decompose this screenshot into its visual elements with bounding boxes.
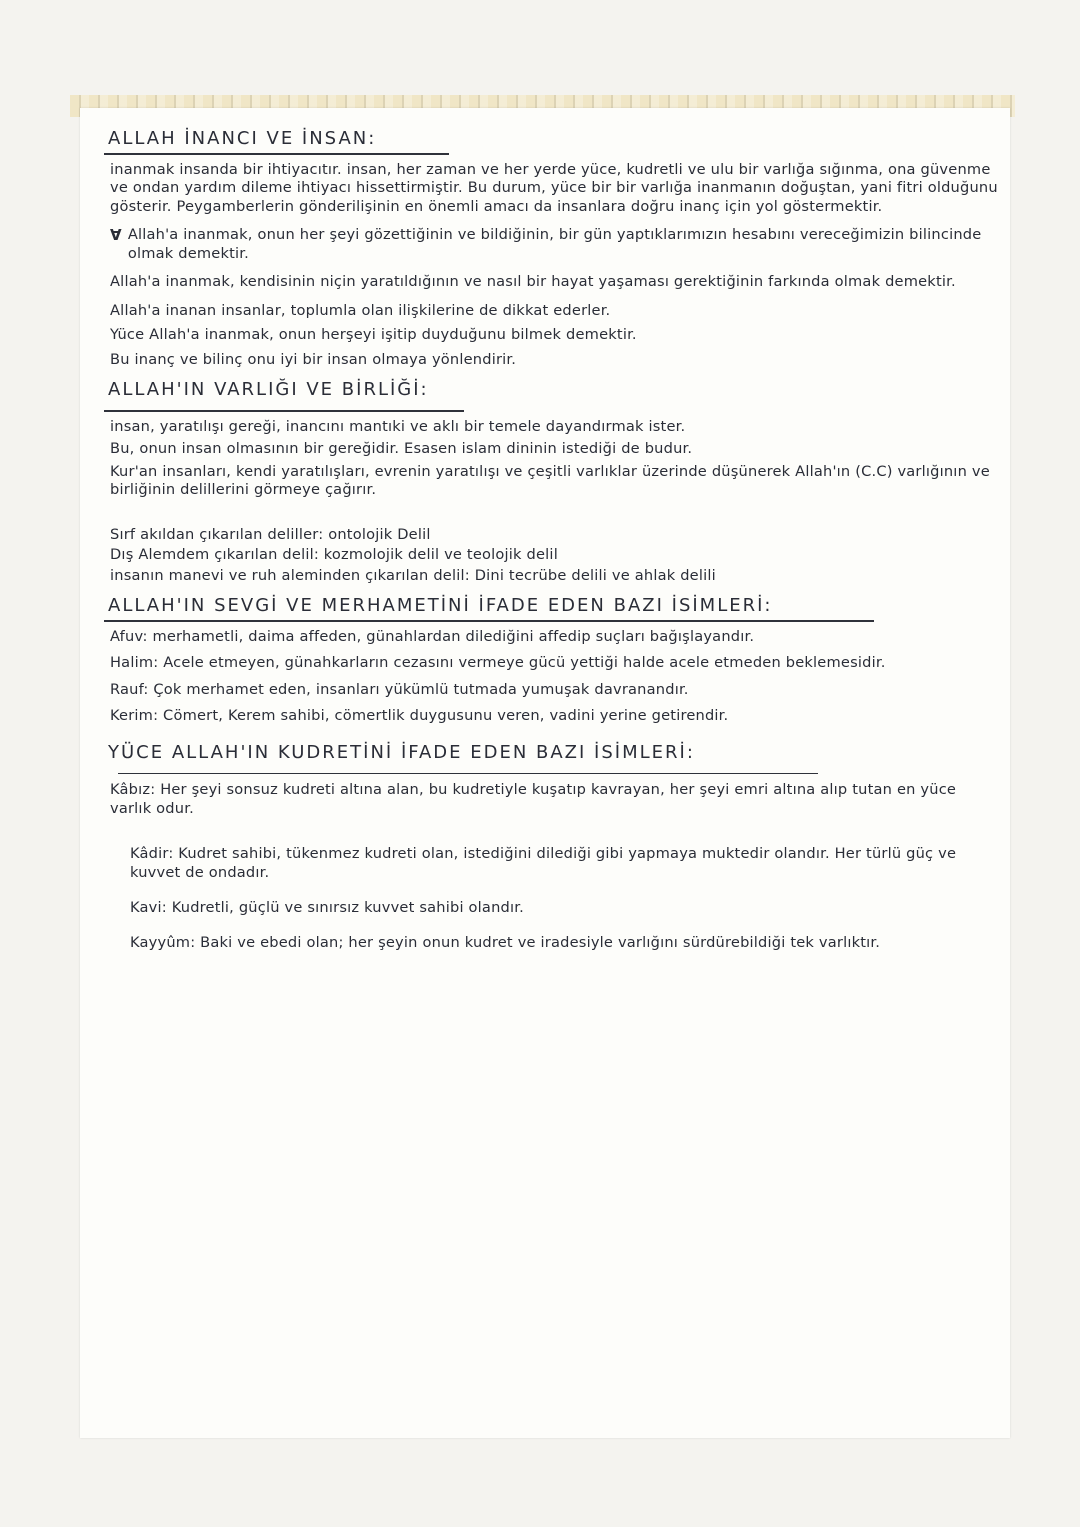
paragraph-kabiz: Kâbız: Her şeyi sonsuz kudreti altına alan, bu kudretiyle kuşatıp kavrayan, her şeyi emri altına alıp tutan en yüce varlık odur. (110, 781, 957, 817)
heading-underline (104, 410, 464, 412)
paragraph-kayyum: Kayyûm: Baki ve ebedi olan; her şeyin onun kudret ve iradesiyle varlığını sürdürebildiği tek varlıktır. (130, 934, 881, 951)
paragraph-yaratilisi: insan, yaratılışı gereği, inancını mantıki ve aklı bir temele dayandırmak ister. (110, 417, 686, 435)
heading-varligi-birligi: ALLAH'IN VARLIĞI VE BİRLİĞİ: (108, 379, 429, 400)
paragraph-kerim: Kerim: Cömert, Kerem sahibi, cömertlik duygusunu veren, vadini yerine getirendir. (110, 707, 729, 724)
heading-kudret: YÜCE ALLAH'IN KUDRETİNİ İFADE EDEN BAZI İSİMLERİ: (108, 741, 695, 763)
paragraph-kozmolojik: Dış Alemdem çıkarılan delil: kozmolojik delil ve teolojik delil (110, 546, 558, 563)
paragraph-ontolojik: Sırf akıldan çıkarılan deliller: ontolojik Delil (110, 525, 431, 543)
paragraph-rauf: Rauf: Çok merhamet eden, insanları yükümlü tutmada yumuşak davranandır. (110, 680, 689, 698)
heading-underline (118, 773, 818, 775)
paragraph-dini-tecrube: insanın manevi ve ruh aleminden çıkarılan delil: Dini tecrübe delili ve ahlak delili (110, 566, 716, 584)
paragraph-geregi: Bu, onun insan olmasının bir gereğidir. Esasen islam dininin istediği de budur. (110, 440, 693, 457)
heading-allah-inanci: ALLAH İNANCI VE İNSAN: (108, 128, 377, 149)
notebook-page (80, 108, 1010, 1438)
paragraph-kuran: Kur'an insanları, kendi yaratılışları, evrenin yaratılışı ve çeşitli varlıklar üzerinde düşünerek Allah'ın (C.C) varlığının ve birliğinin delillerini görmeye çağırır. (110, 462, 990, 498)
handwritten-notes (98, 118, 998, 962)
paragraph-afuv: Afuv: merhametli, daima affeden, günahlardan dilediğini affedip suçları bağışlayandır. (110, 627, 755, 645)
paragraph-halim: Halim: Acele etmeyen, günahkarların cezasını vermeye gücü yettiği halde acele etmeden beklemesidir. (110, 654, 886, 671)
bullet-item (98, 226, 998, 263)
paragraph-farkinda: Allah'a inanmak, kendisinin niçin yaratıldığının ve nasıl bir hayat yaşaması gerektiğinin farkında olmak demektir. (110, 273, 956, 290)
heading-sevgi-merhamet: ALLAH'IN SEVGİ VE MERHAMETİNİ İFADE EDEN BAZI İSİMLERİ: (108, 595, 773, 616)
paragraph-toplum: Allah'a inanan insanlar, toplumla olan ilişkilerine de dikkat ederler. (110, 301, 611, 319)
paragraph-kadir: Kâdir: Kudret sahibi, tükenmez kudreti olan, istediğini dilediği gibi yapmaya muktedir olandır. Her türlü güç ve kuvvet de ondadır. (130, 845, 957, 881)
paragraph-inanmak: inanmak insanda bir ihtiyacıtır. insan, her zaman ve her yerde yüce, kudretli ve ulu bir varlığa sığınma, ona güvenme ve ondan yardım dileme ihtiyacı hissettirmiştir. Bu durum, yüce bir bir varlığa inanmanın doğuştan, yani fitri olduğunu gösterir. Peygamberlerin gönderilişinin en önemli amacı da insanlara doğru inanç için yol göstermektir. (110, 160, 998, 215)
paragraph-gozettigi: Allah'a inanmak, onun her şeyi gözettiğinin ve bildiğinin, bir gün yaptıklarımızın hesabını vereceğimizin bilincinde olmak demektir. (127, 226, 982, 262)
heading-underline (104, 153, 449, 155)
paragraph-kavi: Kavi: Kudretli, güçlü ve sınırsız kuvvet sahibi olandır. (130, 899, 524, 916)
heading-underline (104, 620, 874, 622)
paragraph-isitip: Yüce Allah'a inanmak, onun herşeyi işitip duyduğunu bilmek demektir. (110, 326, 637, 343)
paragraph-bilinc: Bu inanç ve bilinç onu iyi bir insan olmaya yönlendirir. (110, 350, 517, 368)
bullet-mark: ∀ (110, 226, 122, 244)
